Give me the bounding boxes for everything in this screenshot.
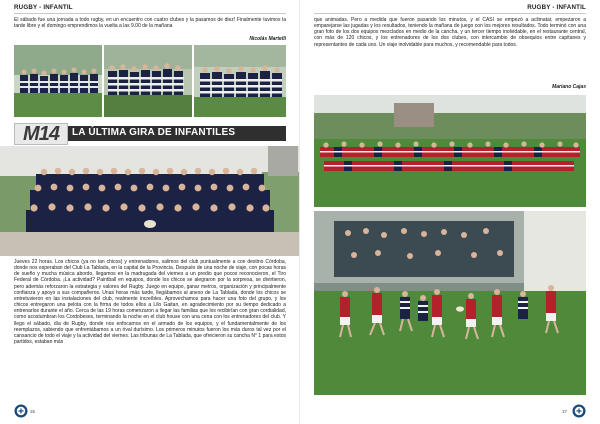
intro-author: Nicolás Martelli [249, 36, 286, 42]
section-title: RUGBY - INFANTIL [527, 4, 586, 11]
intro-paragraph: El sábado fue una jornada a todo rugby, en un encuentro con cuatro clubes y la pasamos de diez! Finalmente tuvimos la tarde libre y el domingo emprendimos la vuelta a las 9.00 de la mañana [14, 17, 286, 30]
article-body-left: Jueves 22 horas. Los chicos (ya no tan chicos) y entrenadores, salimos del club puntualmente a con destino Córdoba, donde nos esperaban del Club La Tablada, en la capital de la Provincia. Después de una noche de viaje, con pocas horas de sueño y mucha música abordo, llegamos en la madrugada del viernes a un predio que pocos reconocieron, el Tiro Federal de Córdoba. ¡La actividad? Paintball en equipos, donde los chicos se alegraron por la sorpresa, se divirtieron, pero además reforzaron la estrategia y valores del Rugby. Juego en equipo, ganar metros, organización y principalmente confianza y apoyo a sus compañeros. Unas horas más tarde, llegábamos al anexo de La Tablada, donde los chicos se entretuvieron en las instalaciones del club, realmente increíbles. Aprovechamos para hacer una foto del grupo, y los chicos entregaron una pelota con la firma de todos ellos a Lilo Gaitan, en agradecimiento por su tiempo dedicado a entrenarlos durante el año. Cerca de las 19 horas comenzaron a llegar las familias que los recibirían con gran cordialidad, como acostumbran los Cordobeses, terminando la noche en el club house con una cena con los entrenadores del club. Y llego el sábado, día de Rugby, donde nos enfocamos en el armado de los equipos, y el fundamentalmente de los reemplazos, sabiendo que enfrentábamos a un rival durísimo. Los primeros minutos fueron los más duros tal vez por el cansancio de todo el viaje y la actividad del viernes. Las tribunas de La Tablada, que ofrecieron su cancha N° 1 para estos partidos, estaban más [14, 259, 286, 346]
page-number: 36 [30, 409, 36, 414]
article-body-right: que animadas. Pero a medida que fueron pasando los minutos, y el CASI se empezó a aclimatar, empezaron a emparejarse las jugadas y los resultados, teniendo la mañana de juego con los mejores resultados. Todo terminó con una gran foto de los dos equipos mezclados en medio de la cancha, y un tercer tiempo inolvidable, en el restaurante central, con más de 120 chicos, y los entrenadores de los dos clubes, con intercambio de obsequios entre capitanes y representantes de cada uno. Un viaje inolvidable para muchos, y recomendable para todos. [314, 17, 586, 48]
photo-team-strip-3 [194, 45, 286, 117]
right-page [300, 0, 600, 424]
page-number: 37 [562, 409, 568, 414]
category-badge: M14 [14, 123, 68, 145]
photo-group-main [0, 146, 300, 256]
header-divider [314, 13, 586, 14]
photo-team-strip-1 [14, 45, 102, 117]
article-author: Mariano Cajas [552, 84, 586, 90]
header-divider [14, 13, 286, 14]
photo-team-strip-2 [104, 45, 192, 117]
photo-match-action [314, 211, 586, 395]
club-crest-icon [572, 404, 586, 418]
photo-teams-field [314, 95, 586, 207]
section-title: RUGBY - INFANTIL [14, 4, 73, 11]
headline-bar [14, 123, 286, 145]
article-headline: LA ÚLTIMA GIRA DE INFANTILES [72, 127, 236, 138]
club-crest-icon [14, 404, 28, 418]
